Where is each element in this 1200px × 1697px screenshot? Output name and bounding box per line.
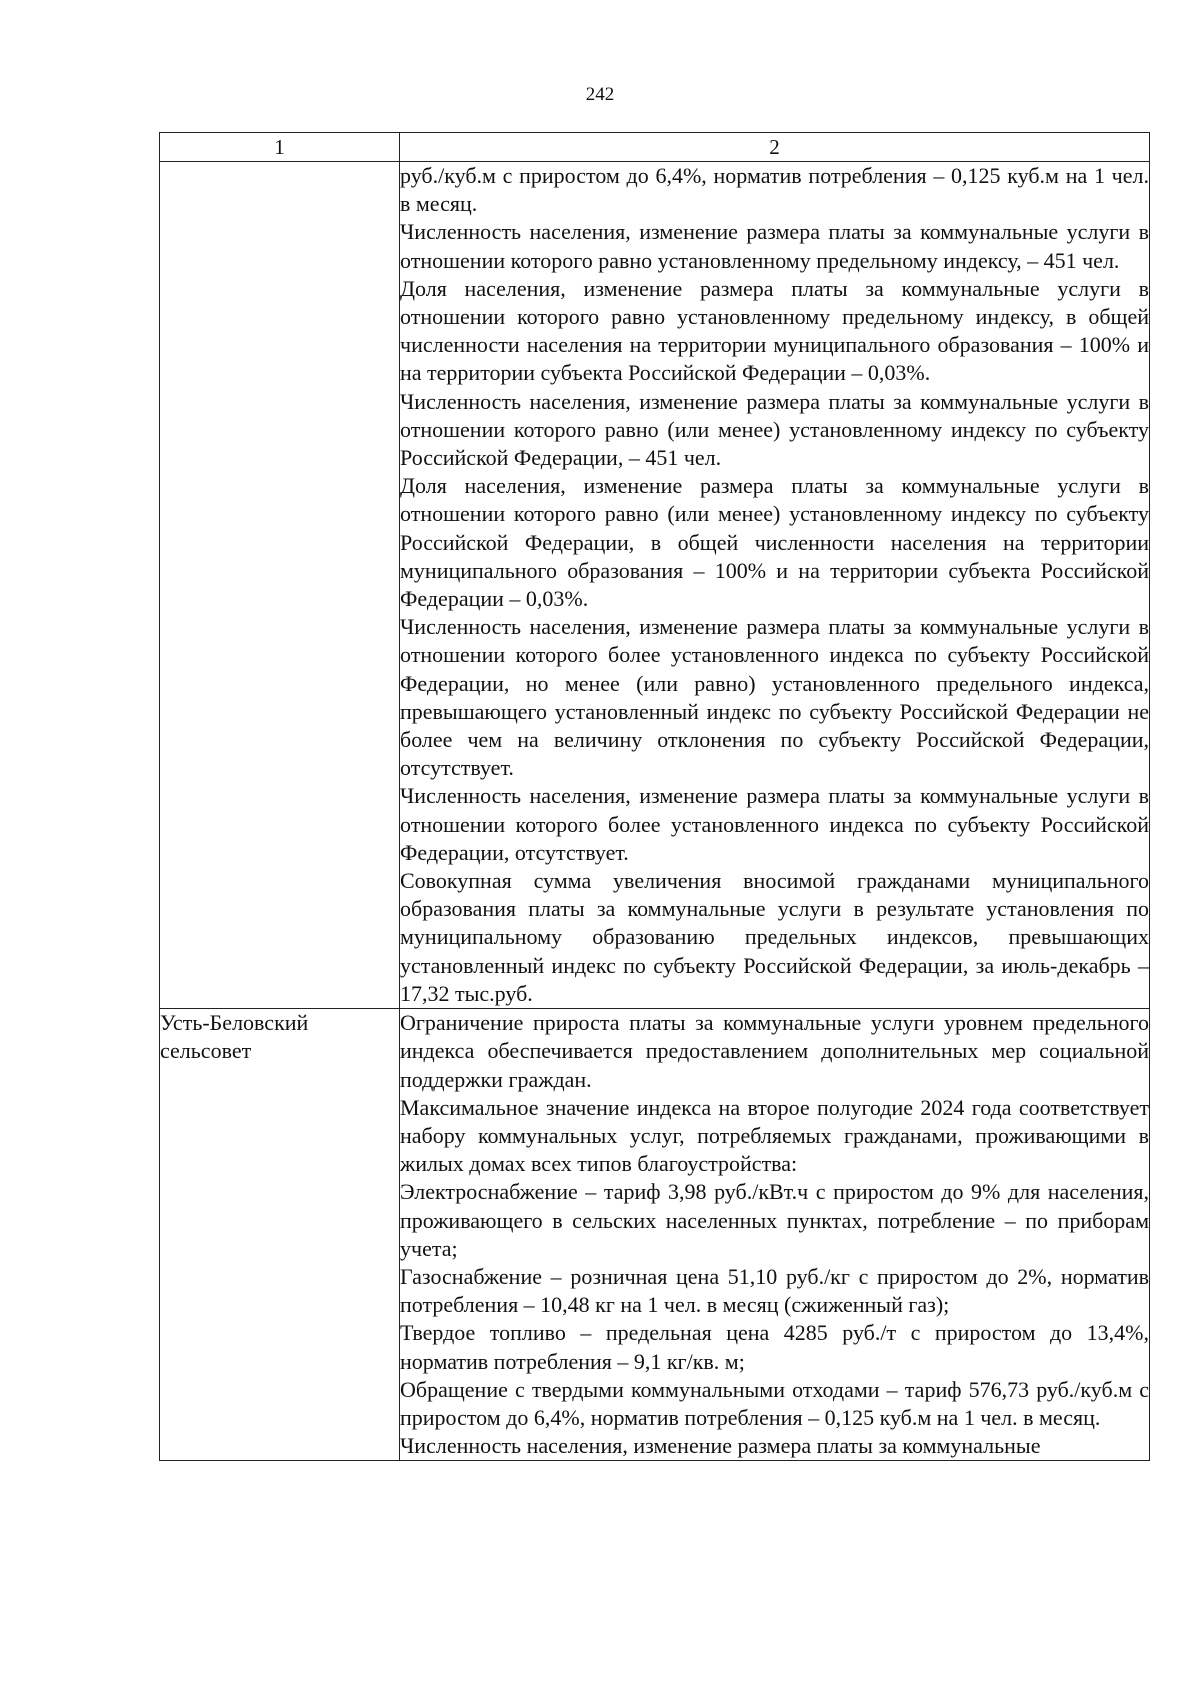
description-cell [400, 162, 1150, 1009]
column-header-1: 1 [160, 133, 400, 162]
description-paragraph: Численность населения, изменение размера платы за коммунальные услуги в отношении которого более установленного индекса по субъекту Российской Федерации, отсутствует. [400, 783, 1149, 865]
description-paragraph: Доля населения, изменение размера платы за коммунальные услуги в отношении которого равно установленному предельному индексу, в общей численности населения на территории муниципального образования – 100% и на территории субъекта Российской Федерации – 0,03%. [400, 275, 1149, 386]
description-paragraph: Численность населения, изменение размера платы за коммунальные услуги в отношении которого равно установленному предельному индексу, – 451 чел. [400, 219, 1149, 273]
municipality-name-cell [160, 162, 400, 1009]
description-paragraph: Численность населения, изменение размера платы за коммунальные [400, 1433, 1041, 1459]
description-paragraph: Численность населения, изменение размера платы за коммунальные услуги в отношении которого более установленного индекса по субъекту Российской Федерации, но менее (или равно) установленного предельного индекса, превышающего установленный индекс по субъекту Российской Федерации не более чем на величину отклонения по субъекту Российской Федерации, отсутствует. [400, 614, 1149, 781]
description-paragraph: Ограничение прироста платы за коммунальные услуги уровнем предельного индекса обеспечивается предоставлением дополнительных мер социальной поддержки граждан. [400, 1010, 1149, 1092]
municipality-name-cell [160, 1009, 400, 1461]
description-cell [400, 1009, 1150, 1461]
description-paragraph: Твердое топливо – предельная цена 4285 руб./т с приростом до 13,4%, норматив потребления – 9,1 кг/кв. м; [400, 1320, 1149, 1374]
description-paragraph: руб./куб.м с приростом до 6,4%, норматив потребления – 0,125 куб.м на 1 чел. в месяц. [400, 163, 1149, 217]
table-header-row [160, 133, 1150, 162]
table-row [160, 162, 1150, 1009]
table-row [160, 1009, 1150, 1461]
description-paragraph: Обращение с твердыми коммунальными отходами – тариф 576,73 руб./куб.м с приростом до 6,4%, норматив потребления – 0,125 куб.м на 1 чел. в месяц. [400, 1376, 1149, 1430]
municipality-name-line: Усть-Беловский [160, 1010, 309, 1036]
description-paragraph: Газоснабжение – розничная цена 51,10 руб./кг с приростом до 2%, норматив потребления – 10,48 кг на 1 чел. в месяц (сжиженный газ); [400, 1263, 1149, 1318]
description-paragraph: Численность населения, изменение размера платы за коммунальные услуги в отношении которого равно (или менее) установленному индексу по субъекту Российской Федерации, – 451 чел. [400, 388, 1149, 471]
page-number: 242 [585, 84, 615, 105]
municipality-name-line: сельсовет [160, 1038, 252, 1064]
description-paragraph: Доля населения, изменение размера платы за коммунальные услуги в отношении которого равно (или менее) установленному индексу по субъекту Российской Федерации, в общей численности населения на территории муниципального образования – 100% и на территории субъекта Российской Федерации – 0,03%. [400, 473, 1149, 612]
column-header-2: 2 [400, 133, 1150, 162]
description-paragraph: Электроснабжение – тариф 3,98 руб./кВт.ч с приростом до 9% для населения, проживающего в сельских населенных пунктах, потребление – по приборам учета; [400, 1179, 1149, 1261]
description-paragraph: Максимальное значение индекса на второе полугодие 2024 года соответствует набору коммунальных услуг, потребляемых гражданами, проживающими в жилых домах всех типов благоустройства: [400, 1094, 1149, 1177]
tariff-table [159, 132, 1150, 1461]
description-paragraph: Совокупная сумма увеличения вносимой гражданами муниципального образования платы за коммунальные услуги в результате установления по муниципальному образованию предельных индексов, превышающих установленный индекс по субъекту Российской Федерации, за июль-декабрь – 17,32 тыс.руб. [400, 868, 1149, 1006]
